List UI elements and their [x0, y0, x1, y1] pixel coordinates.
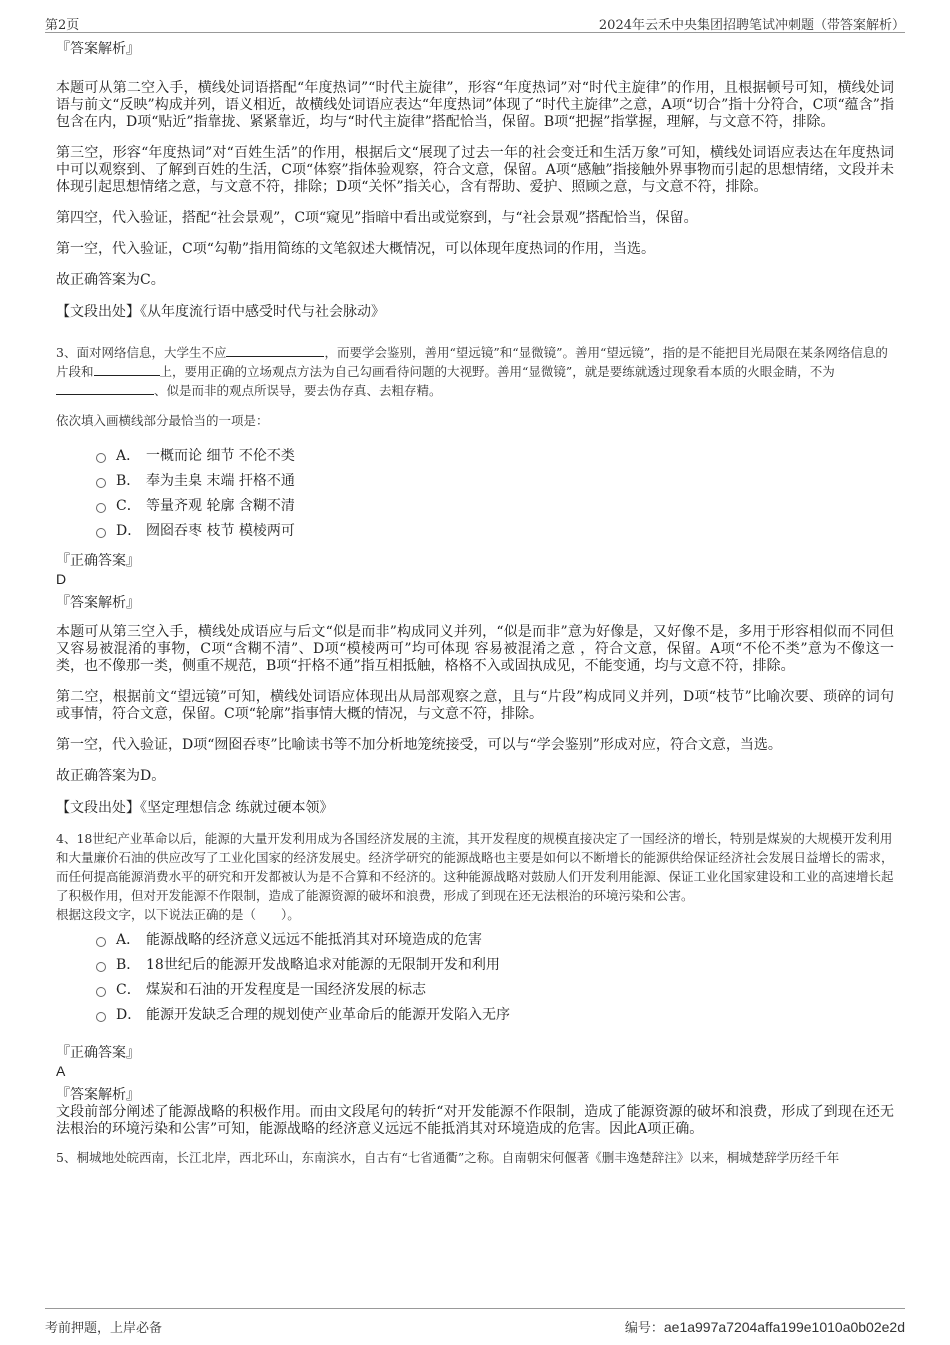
page-number: 第2页	[45, 18, 80, 33]
q4-analysis: 文段前部分阐述了能源战略的积极作用。而由文段尾句的转折“对开发能源不作限制，造成了能源资源的破坏和浪费，形成了到现在还无法根治的环境污染和公害”可知，能源战略的经济意义远远不能抵消其对环境造成的危害。因此A项正确。	[56, 1104, 894, 1137]
radio-icon[interactable]	[96, 528, 106, 538]
q3-source: 【文段出处】《坚定理想信念 练就过硬本领》	[56, 800, 334, 816]
q3-analysis-para-4: 故正确答案为D。	[56, 768, 166, 784]
q4-analysis-tag: 『答案解析』	[56, 1087, 140, 1103]
q3-analysis-para-2: 第二空，根据前文“望远镜”可知，横线处词语应体现出从局部观察之意，且与“片段”构成同义并列，D项“枝节”比喻次要、琐碎的词句或事情，符合文意，保留。C项“轮廓”指事情大概的情况，与文意不符，排除。	[56, 689, 894, 722]
q3-instruction: 依次填入画横线部分最恰当的一项是：	[56, 413, 269, 428]
q4-answer: A	[56, 1063, 66, 1079]
q5-stem-partial: 5、桐城地处皖西南，长江北岸，西北环山，东南滨水，自古有“七省通衢”之称。自南朝宋何偃著《删丰逸楚辞注》以来，桐城楚辞学历经千年	[56, 1150, 840, 1165]
q4-option-a[interactable]: A． 能源战略的经济意义远远不能抵消其对环境造成的危害	[96, 928, 894, 953]
q4-option-b[interactable]: B． 18世纪后的能源开发战略追求对能源的无限制开发和利用	[96, 953, 894, 978]
q4-option-c[interactable]: C． 煤炭和石油的开发程度是一国经济发展的标志	[96, 978, 894, 1003]
q2-analysis-para-4: 第一空，代入验证，C项“勾勒”指用简练的文笔叙述大概情况，可以体现年度热词的作用，当选。	[56, 241, 656, 257]
radio-icon[interactable]	[96, 1012, 106, 1022]
page-header	[45, 10, 905, 33]
q4-options	[96, 928, 894, 1028]
q4-instruction: 根据这段文字，以下说法正确的是（ ）。	[56, 907, 300, 922]
q3-answer-tag: 『正确答案』	[56, 553, 140, 569]
q3-blank-2	[94, 363, 160, 376]
q2-analysis-para-5: 故正确答案为C。	[56, 272, 165, 288]
radio-icon[interactable]	[96, 478, 106, 488]
q3-analysis-para-3: 第一空，代入验证，D项“囫囵吞枣”比喻读书等不加分析地笼统接受，可以与“学会鉴别”形成对应，符合文意，当选。	[56, 737, 782, 753]
page-footer	[45, 1308, 905, 1339]
radio-icon[interactable]	[96, 937, 106, 947]
q3-options	[96, 444, 894, 544]
q3-option-b[interactable]: B． 奉为圭臬 末端 扞格不通	[96, 469, 894, 494]
q3-blank-3	[56, 382, 154, 395]
q3-option-c[interactable]: C． 等量齐观 轮廓 含糊不清	[96, 494, 894, 519]
q3-option-d[interactable]: D． 囫囵吞枣 枝节 模棱两可	[96, 519, 894, 544]
radio-icon[interactable]	[96, 987, 106, 997]
q2-analysis-para-2: 第三空，形容“年度热词”对“百姓生活”的作用，根据后文“展现了过去一年的社会变迁和生活万象”可知，横线处词语应表达在年度热词中可以观察到、了解到百姓的生活，C项“体察”指体验观察，符合文意，保留。A项“感触”指接触外界事物而引起的思想情绪，文段并未体现引起思想情绪之意，与文意不符，排除；D项“关怀”指关心，含有帮助、爱护、照顾之意，与文意不符，排除。	[56, 145, 894, 195]
q2-analysis-para-1: 本题可从第二空入手，横线处词语搭配“年度热词”“时代主旋律”，形容“年度热词”对“时代主旋律”的作用，且根据顿号可知，横线处词语与前文“反映”构成并列，语义相近，故横线处词语应表达“年度热词”体现了“时代主旋律”之意，A项“切合”指十分符合，C项“蕴含”指包含在内，D项“贴近”指靠拢、紧紧靠近，均与“时代主旋律”搭配恰当，保留。B项“把握”指掌握，理解，与文意不符，排除。	[56, 80, 894, 130]
q3-blank-1	[226, 344, 324, 357]
document-title: 2024年云禾中央集团招聘笔试冲刺题（带答案解析）	[598, 18, 905, 33]
page-content	[56, 40, 894, 1296]
footer-slogan: 考前押题，上岸必备	[45, 1321, 163, 1336]
radio-icon[interactable]	[96, 503, 106, 513]
q3-analysis-tag: 『答案解析』	[56, 595, 140, 611]
radio-icon[interactable]	[96, 962, 106, 972]
radio-icon[interactable]	[96, 453, 106, 463]
q4-answer-tag: 『正确答案』	[56, 1045, 140, 1061]
q4-stem: 4、18世纪产业革命以后，能源的大量开发利用成为各国经济发展的主流，其开发程度的规模直接决定了一国经济的增长，特别是煤炭的大规模开发利用和大量廉价石油的供应改写了工业化国家的经济发展史。经济学研究的能源战略也主要是如何以不断增长的能源供给保证经济社会发展日益增长的需求，而任何提高能源消费水平的研究和开发都被认为是不合算和不经济的。这种能源战略对鼓励人们开发利用能源、保证工业化国家建设和工业的高速增长起了积极作用，但对开发能源不作限制，造成了能源资源的破坏和浪费，形成了到现在还无法根治的环境污染和公害。	[56, 831, 894, 903]
q4-option-d[interactable]: D． 能源开发缺乏合理的规划使产业革命后的能源开发陷入无序	[96, 1003, 894, 1028]
q3-answer: D	[56, 571, 67, 587]
q3-stem: 3、面对网络信息，大学生不应 ，而要学会鉴别，善用“望远镜”和“显微镜”。善用“望远镜”，指的是不能把目光局限在某条网络信息的片段和 上，要用正确的立场观点方法为自己勾画看待问题的大视野。善用“显微镜”，就是要练就透过现象看本质的火眼金睛，不为、似是而非的观点所误导，要去伪存真、去粗存精。	[56, 345, 888, 398]
q3-analysis-para-1: 本题可从第三空入手，横线处成语应与后文“似是而非”构成同义并列，“似是而非”意为好像是，又好像不是，多用于形容相似而不同但又容易被混淆的事物，C项“含糊不清”、D项“模棱两可”均可体现 容易被混淆之意 ，符合文意，保留。A项“不伦不类”意为不像这一类，也不像那一类，侧重不规范，B项“扞格不通”指互相抵触，格格不入或固执成见，不能变通，均与文意不符，排除。	[56, 624, 894, 674]
q2-analysis-tag: 『答案解析』	[56, 41, 140, 57]
q3-option-a[interactable]: A． 一概而论 细节 不伦不类	[96, 444, 894, 469]
document-id: 编号：ae1a997a7204affa199e1010a0b02e2d	[624, 1319, 905, 1336]
q2-analysis-para-3: 第四空，代入验证，搭配“社会景观”，C项“窥见”指暗中看出或觉察到，与“社会景观”搭配恰当，保留。	[56, 210, 698, 226]
q2-source: 【文段出处】《从年度流行语中感受时代与社会脉动》	[56, 304, 385, 320]
